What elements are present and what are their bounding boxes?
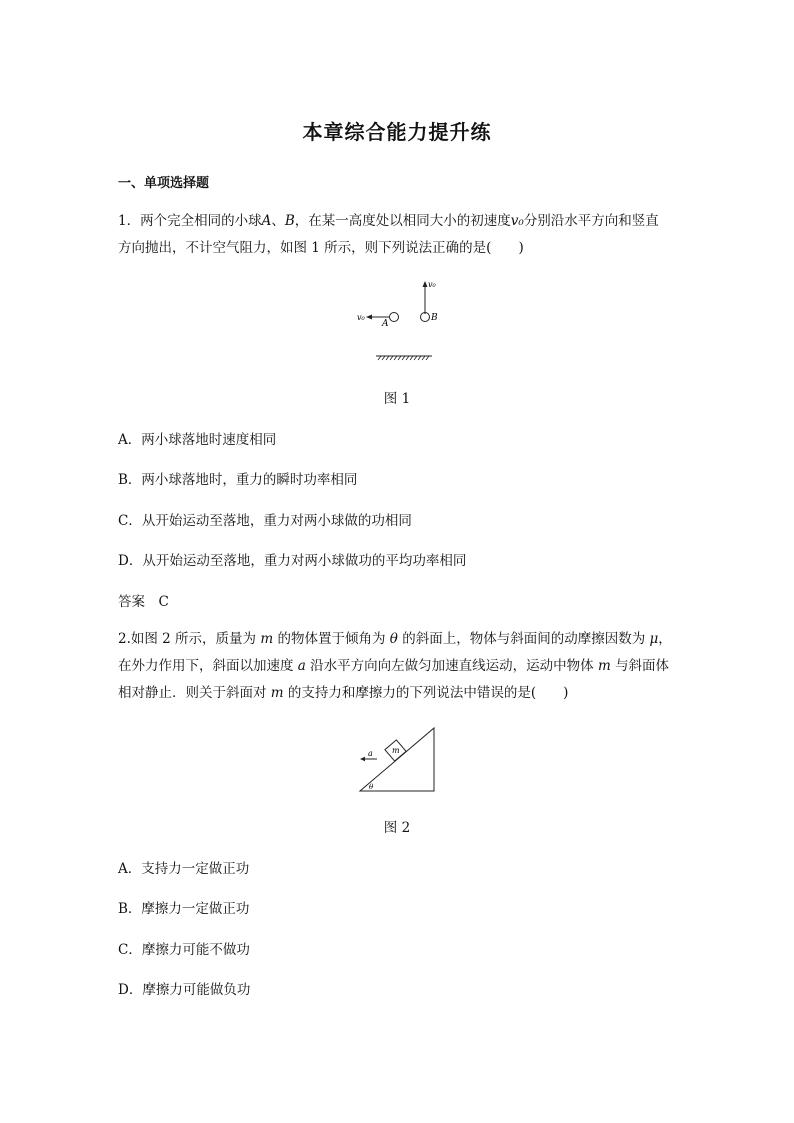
question-2-line-2: 在外力作用下，斜面以加速度 a 沿水平方向向左做匀加速直线运动，运动中物体 m 与斜面体: [118, 658, 670, 674]
question-1-option-c: C．从开始运动至落地，重力对两小球做的功相同: [118, 513, 412, 529]
figure-1-ground-hatch: [378, 356, 429, 360]
question-1-option-a: A．两小球落地时速度相同: [118, 432, 277, 448]
question-1-option-b: B．两小球落地时，重力的瞬时功率相同: [118, 472, 358, 488]
figure-1-v0-up-arrowhead: [423, 281, 428, 287]
question-2-option-a: A．支持力一定做正功: [118, 861, 250, 877]
figure-2-label-m: m: [392, 746, 400, 755]
figure-2-acceleration-arrowhead: [360, 757, 365, 761]
figure-1: [350, 278, 440, 368]
figure-2-caption: 图 2: [383, 820, 411, 836]
question-1-line-1: 1．两个完全相同的小球A、B，在某一高度处以相同大小的初速度v₀分别沿水平方向和竖直: [118, 213, 659, 229]
figure-1-label-a: A: [382, 319, 389, 329]
figure-2-label-a: a: [368, 749, 373, 758]
question-2-line-1: 2.如图 2 所示，质量为 m 的物体置于倾角为 θ 的斜面上，物体与斜面间的动摩擦因数为 μ，: [118, 631, 672, 647]
question-1-answer: 答案 C: [118, 594, 169, 610]
question-1-option-d: D．从开始运动至落地，重力对两小球做功的平均功率相同: [118, 553, 467, 569]
figure-2: [355, 724, 440, 796]
figure-2-label-theta: θ: [369, 783, 374, 791]
question-1-text: [118, 208, 683, 262]
figure-1-label-v0-top: v₀: [428, 280, 436, 289]
question-1-line-2: 方向抛出，不计空气阻力，如图 1 所示，则下列说法正确的是( ): [118, 240, 524, 256]
question-2-option-c: C．摩擦力可能不做功: [118, 942, 250, 958]
section-heading: 一、单项选择题: [118, 176, 210, 191]
figure-1-v0-left-arrowhead: [366, 315, 372, 320]
question-2-text: [118, 626, 683, 707]
question-2-option-b: B．摩擦力一定做正功: [118, 901, 250, 917]
figure-1-label-b: B: [431, 313, 438, 323]
question-2-line-3: 相对静止．则关于斜面对 m 的支持力和摩擦力的下列说法中错误的是( ): [118, 685, 569, 701]
question-2-option-d: D．摩擦力可能做负功: [118, 982, 251, 998]
figure-1-label-v0-left: v₀: [357, 313, 365, 322]
page-title: 本章综合能力提升练: [302, 120, 492, 144]
figure-1-caption: 图 1: [383, 391, 411, 407]
figure-1-ball-a: [390, 313, 399, 322]
